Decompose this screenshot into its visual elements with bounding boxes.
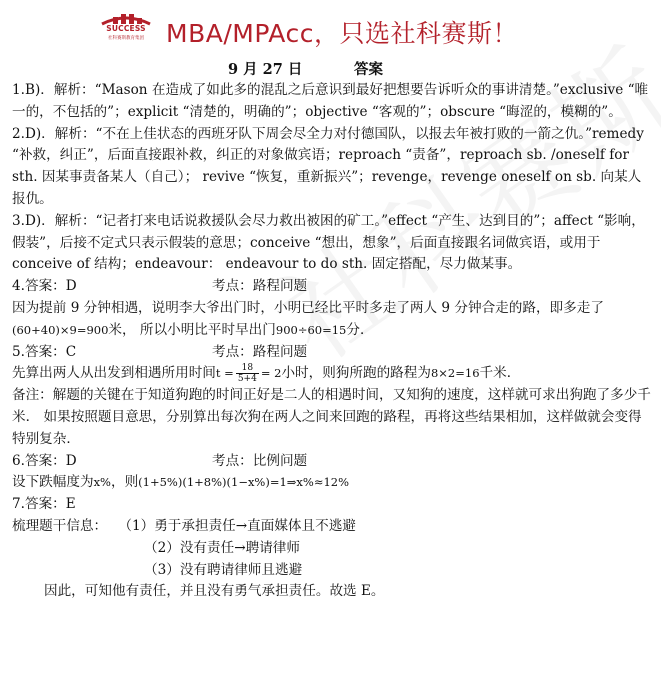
- answer-6-label: 6.答案：D: [12, 452, 77, 469]
- answer-4-text-2: 米， 所以小明比平时早出门: [108, 321, 276, 338]
- answer-4-label: 4.答案：D: [12, 278, 77, 295]
- fraction-numerator: 18: [236, 363, 259, 374]
- answer-6-math-2: (1+5%)(1+8%)(1−x%)=1⇒x%≈12%: [138, 475, 350, 490]
- page-title: [0, 58, 661, 78]
- answer-6-text-1: 设下跌幅度为: [12, 474, 94, 491]
- answer-6-point: 考点：比例问题: [212, 452, 308, 469]
- answer-3: 3.D)．解析：“记者打来电话说救援队会尽力救出被困的矿工。”effect “产生、达到目的”；affect “影响，假装”，后接不定式只表示假装的意思；conceive “想出，想象”，后面直接跟名词做宾语，或用于 conceive of 结构；endeavour： endeavour to do sth. 固定搭配，尽力做某事。: [12, 212, 645, 273]
- answer-6-math-1: x%: [93, 475, 111, 490]
- answer-7-item-2: （2）没有责任→聘请律师: [144, 539, 300, 556]
- answer-5-frac-rhs: = 2: [260, 366, 282, 381]
- answer-5-explanation: [12, 363, 652, 385]
- answer-4-explanation: [12, 298, 652, 342]
- answer-1: 1.B)．解析：“Mason 在造成了如此多的混乱之后意识到最好把想要告诉听众的事讲清楚。”exclusive “唯一的，不包括的”；explicit “清楚的，明确的”；objective “客观的”；obscure “晦涩的，模糊的”。: [12, 82, 649, 120]
- answer-5-label: 5.答案：C: [12, 343, 77, 360]
- title-label: 答案: [354, 61, 383, 78]
- answer-5-text-1: 先算出两人从出发到相遇所用时间: [12, 365, 216, 382]
- answer-5-math-2: 8×2=16: [430, 366, 480, 381]
- answer-content: [12, 80, 652, 603]
- answer-5-frac-lhs: t =: [215, 366, 234, 381]
- fraction-denominator: 5+4: [237, 374, 257, 385]
- answer-4-math-1: (60+40)×9=900: [12, 322, 109, 337]
- answer-4-text-1: 因为提前 9 分钟相遇，说明李大爷出门时，小明已经比平时多走了两人 9 分钟合走的路，即多走了: [12, 299, 604, 316]
- answer-4-point: 考点：路程问题: [212, 278, 308, 295]
- answer-7-label: 7.答案：E: [12, 496, 76, 513]
- answer-7-conclusion: 因此，可知他有责任，并且没有勇气承担责任。故选 E。: [44, 583, 385, 600]
- answer-5-note: 备注：解题的关键在于知道狗跑的时间正好是二人的相遇时间，又知狗的速度，这样就可求出狗跑了多少千米． 如果按照题目意思，分别算出每次狗在两人之间来回跑的路程，再将这些结果相加，这样做就会变得特别复杂．: [12, 387, 651, 447]
- answer-6-explanation: [12, 472, 652, 494]
- header-slogan: MBA/MPAcc，只选社科赛斯！: [166, 19, 518, 48]
- answer-4-text-3: 分．: [346, 321, 374, 338]
- answer-5-text-3: 千米．: [479, 365, 521, 382]
- answer-7-item-1: （1）勇于承担责任→直面媒体且不逃避: [125, 517, 356, 534]
- answer-2: 2.D)．解析：“不在上佳状态的西班牙队下周会尽全力对付德国队，以报去年被打败的一箭之仇。”remedy “补救，纠正”，后面直接跟补救，纠正的对象做宾语；reproach “责备”，reproach sb. /oneself for sth. 因某事责备某人（自己）； revive “恢复，重新振兴”；revenge，revenge oneself on sb. 向某人报仇。: [12, 125, 644, 207]
- answer-7-item-3: （3）没有聘请律师且逃避: [144, 561, 303, 578]
- answer-7-intro: [12, 516, 652, 538]
- logo-text: SUCCESS: [106, 24, 146, 33]
- answer-5-fraction: [236, 363, 259, 384]
- answer-4-math-2: 900÷60=15: [275, 322, 347, 337]
- title-date: 9 月 27 日: [228, 61, 303, 78]
- answer-5-text-2: 小时，则狗所跑的路程为: [281, 365, 431, 382]
- answer-6-header: [12, 451, 652, 473]
- answer-5-header: [12, 342, 652, 364]
- page-header: [0, 0, 661, 56]
- logo-subtext: 社科赛斯教育集团: [108, 36, 144, 41]
- answer-7-intro-text: 梳理题干信息：: [12, 517, 108, 534]
- answer-6-text-2: ，则: [110, 474, 139, 491]
- answer-5-point: 考点：路程问题: [212, 343, 308, 360]
- answer-4-header: [12, 276, 652, 298]
